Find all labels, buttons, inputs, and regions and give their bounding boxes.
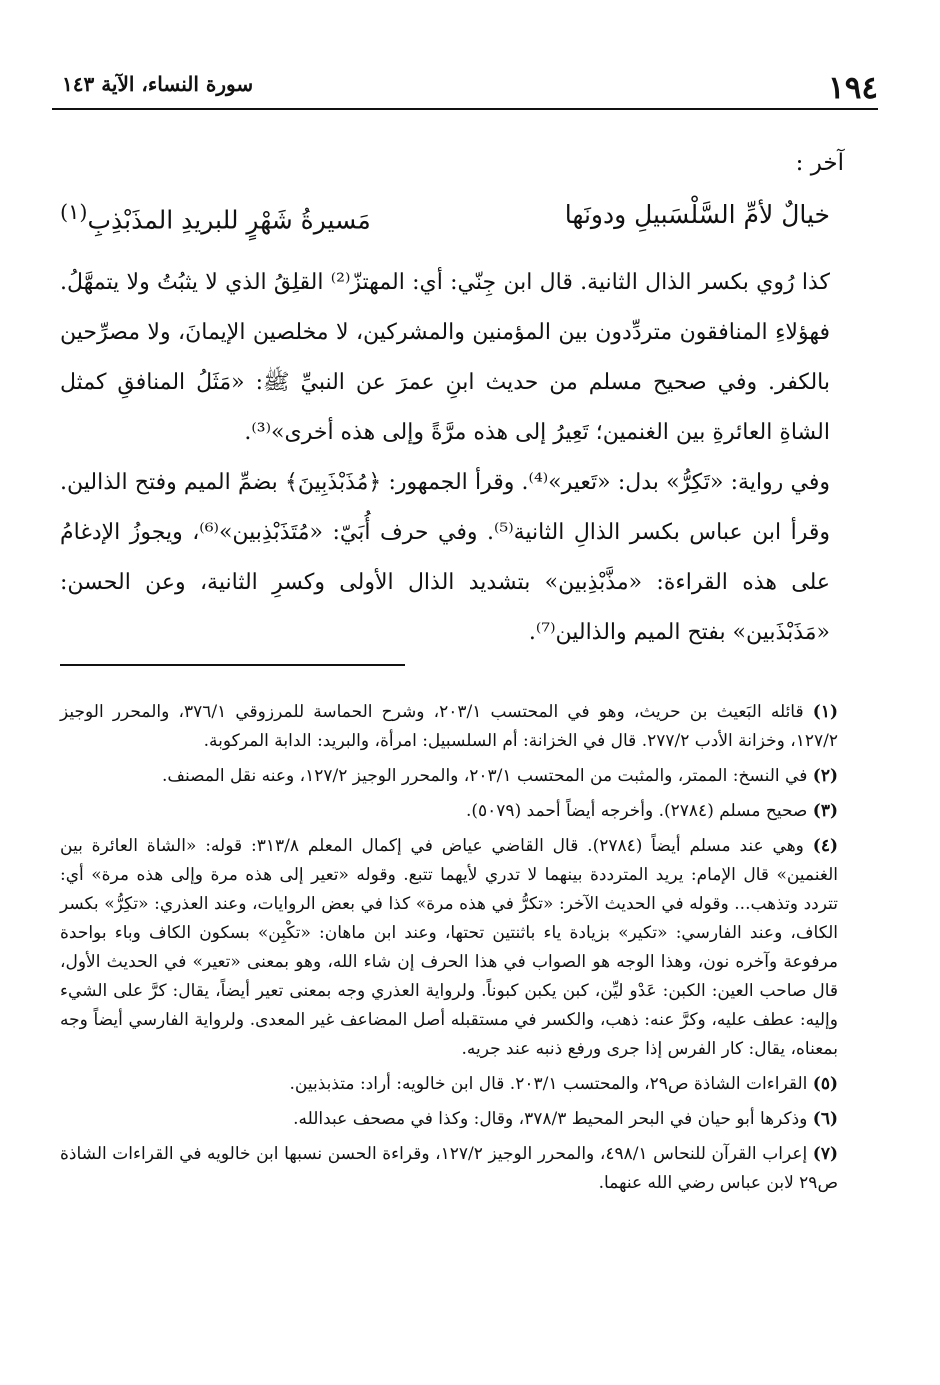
footnote: [60, 1070, 838, 1099]
footnote-number: (١): [812, 702, 838, 722]
footnote-text: إعراب القرآن للنحاس ٤٩٨/١، والمحرر الوجيز ١٢٧/٢، وقراءة الحسن نسبها ابن خالويه في القراءات الشاذة ص٢٩ لابن عباس رضي الله عنهما.: [60, 1144, 838, 1193]
page-number: ١٩٤: [828, 70, 878, 106]
footnote-separator: [60, 664, 405, 666]
poem-verse: [60, 200, 830, 250]
footnote: [60, 698, 838, 756]
footnote-text: وهي عند مسلم أيضاً (٢٧٨٤). قال القاضي عياض في إكمال المعلم ٣١٣/٨: قوله: «الشاة العائرة بين الغنمين» قال الإمام: يريد المترددة بينهما لا تدري لأيهما تتبع. وقوله «تعير إلى هذه مرة وإلى هذه مرة» أي: تتردد وتذهب... وقوله في الحديث الآخر: «تكرُّ في هذه مرة» كذا في بعض الروايات، وعند العذري: «تكِرُّ» بكسر الكاف، وعند الفارسي: «تكير» بزيادة ياء باثنتين تحتها، وعند ابن ماهان: «تكْبِن» بسكون الكاف وباء بواحدة مرفوعة وآخره نون، وهذا الوجه هو الصواب في هذا الحرف إن شاء الله، وهو بمعنى «تعير» في الحديث الأول، قال صاحب العين: الكبن: عَدْو ليِّن، كبن يكبن كبوناً. ولرواية العذري وجه بمعنى تعير أيضاً، يقال: كرَّ على الشيء وإليه: عطف عليه، وكرَّ عنه: ذهب، والكسر في مستقبله أصل المضاعف غير المعدى. ولرواية الفارسي أيضاً وجه بمعناه، يقال: كار الفرس إذا جرى ورفع ذنبه عند جريه.: [60, 836, 838, 1059]
footnote-number: (٢): [812, 766, 838, 786]
header-rule: [52, 108, 878, 110]
footnote-text: صحيح مسلم (٢٧٨٤). وأخرجه أيضاً أحمد (٥٠٧٩).: [465, 801, 808, 821]
poem-note-ref: (١): [60, 200, 88, 224]
footnote: [60, 762, 838, 791]
footnote-number: (٧): [812, 1144, 839, 1164]
footnote: [60, 1140, 838, 1198]
footnote-number: (٣): [812, 801, 838, 821]
poem-label: آخر :: [795, 150, 844, 176]
running-title: سورة النساء، الآية ١٤٣: [62, 72, 254, 96]
footnote-text: قائله البَعيث بن حريث، وهو في المحتسب ٢٠٣/١، وشرح الحماسة للمرزوقي ٣٧٦/١، والمحرر الوجيز ١٢٧/٢، وخزانة الأدب ٢٧٧/٢. قال في الخزانة: أم السلسبيل: امرأة، والبريد: الدابة المركوبة.: [60, 702, 838, 751]
paragraph-1: كذا رُوي بكسر الذال الثانية. قال ابن جِنّي: أي: المهتزّ⁽²⁾ القلِقُ الذي لا يثبُتُ ولا يتمهَّلُ. فهؤلاءِ المنافقون متردِّدون بين المؤمنين والمشركين، لا مخلصين الإيمانَ، ولا مصرِّحين بالكفر. وفي صحيح مسلم من حديث ابنِ عمرَ عن النبيِّ ﷺ: «مَثَلُ المنافقِ كمثل الشاةِ العائرةِ بين الغنمين؛ تَعِيرُ إلى هذه مرَّةً وإلى هذه أخرى»⁽³⁾.: [60, 270, 830, 445]
footnote-number: (٥): [812, 1074, 838, 1094]
footnotes: [60, 698, 838, 1204]
footnote-text: القراءات الشاذة ص٢٩، والمحتسب ٢٠٣/١. قال ابن خالويه: أراد: متذبذبين.: [289, 1074, 808, 1094]
second-hemistich: مَسيرةُ شَهْرٍ للبريدِ المذَبْذِبِ: [87, 205, 371, 235]
first-hemistich: خيالٌ لأمِّ السَّلْسَبيلِ ودونَها: [564, 200, 830, 229]
footnote: [60, 832, 838, 1064]
page-header: [52, 64, 878, 108]
footnote-text: وذكرها أبو حيان في البحر المحيط ٣٧٨/٣، وقال: وكذا في مصحف عبدالله.: [293, 1109, 808, 1129]
second-hemistich-wrap: [60, 200, 371, 234]
paragraph-2: وفي رواية: «تَكِرُّ» بدل: «تَعير»⁽⁴⁾. وقرأ الجمهور: ﴿مُذَبْذَبِينَ﴾ بضمِّ الميم وفتح الذالين. وقرأ ابن عباس بكسر الذالِ الثانية⁽⁵⁾. وفي حرف أُبَيّ: «مُتَذَبْذِبين»⁽⁶⁾، ويجوزُ الإدغامُ على هذه القراءة: «مذَّبْذِبين» بتشديد الذال الأولى وكسرِ الثانية، وعن الحسن: «مَذَبْذَبين» بفتح الميم والذالين⁽⁷⁾.: [60, 470, 830, 645]
footnote: [60, 797, 838, 826]
footnote: [60, 1105, 838, 1134]
footnote-text: في النسخ: الممتر، والمثبت من المحتسب ٢٠٣/١، والمحرر الوجيز ١٢٧/٢، وعنه نقل المصنف.: [162, 766, 808, 786]
footnote-number: (٦): [812, 1109, 838, 1129]
footnote-number: (٤): [812, 836, 838, 856]
